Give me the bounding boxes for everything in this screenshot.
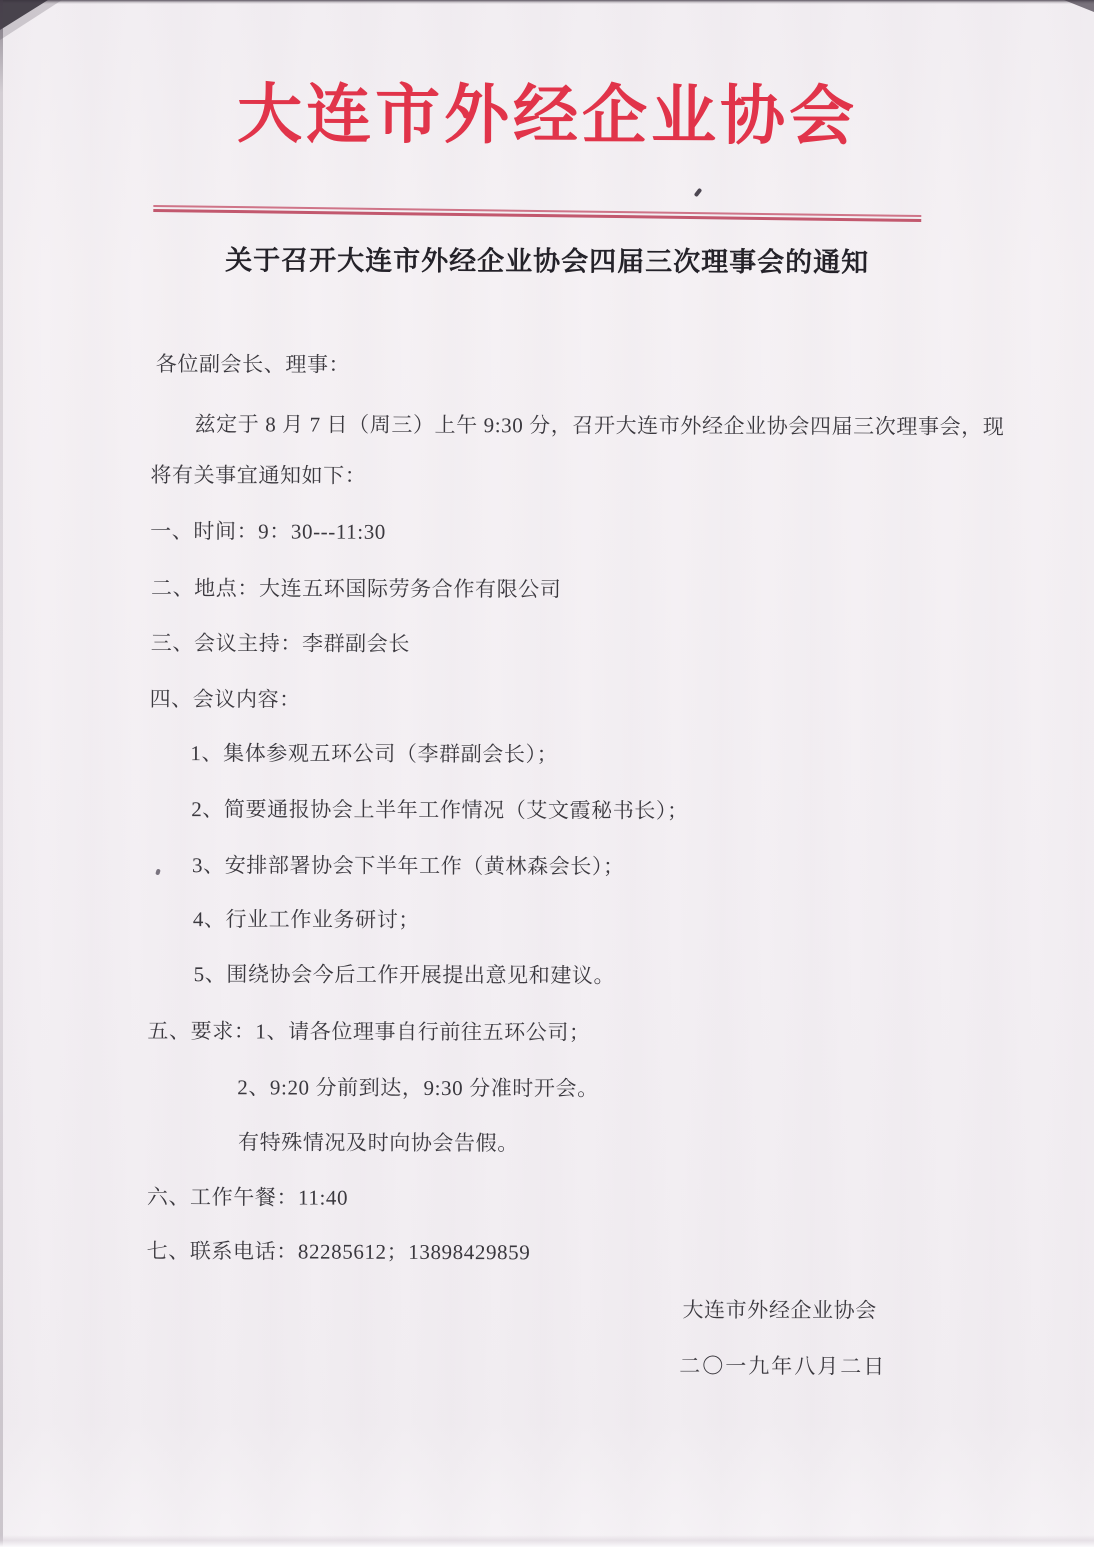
item-time: 一、时间：9：30---11:30 <box>150 518 386 544</box>
agenda-item-1: 1、集体参观五环公司（李群副会长）； <box>190 741 559 767</box>
item-host: 三、会议主持：李群副会长 <box>150 630 411 656</box>
letterhead-title: 大连市外经企业协会 <box>237 79 859 154</box>
requirement-line-2: 2、9:20 分前到达，9:30 分准时开会。 <box>237 1075 599 1101</box>
item-lunch: 六、工作午餐：11:40 <box>146 1184 349 1210</box>
item-agenda-heading: 四、会议内容： <box>149 686 301 712</box>
intro-paragraph-line-1: 兹定于 8 月 7 日（周三）上午 9:30 分，召开大连市外经企业协会四届三次理事会，现 <box>194 412 1005 439</box>
agenda-item-4: 4、行业工作业务研讨； <box>192 907 420 932</box>
item-contact: 七、联系电话：82285612；13898429859 <box>146 1238 531 1265</box>
item-requirements: 五、要求：1、请各位理事自行前往五环公司； <box>147 1018 591 1045</box>
signature-date: 二〇一九年八月二日 <box>679 1353 887 1379</box>
requirement-line-3: 有特殊情况及时向协会告假。 <box>238 1130 519 1156</box>
item-location: 二、地点：大连五环国际劳务合作有限公司 <box>150 575 562 602</box>
salutation: 各位副会长、理事： <box>155 351 351 377</box>
intro-paragraph-line-2: 将有关事宜通知如下： <box>150 462 367 488</box>
letterhead-rule <box>153 205 921 222</box>
document-title: 关于召开大连市外经企业协会四届三次理事会的通知 <box>225 245 870 278</box>
agenda-item-3: 3、安排部署协会下半年工作（黄林森会长）； <box>191 853 625 879</box>
agenda-item-2: 2、简要通报协会上半年工作情况（艾文霞秘书长）； <box>191 797 689 823</box>
agenda-item-5: 5、围绕协会今后工作开展提出意见和建议。 <box>193 962 616 988</box>
signature-org: 大连市外经企业协会 <box>682 1297 877 1323</box>
